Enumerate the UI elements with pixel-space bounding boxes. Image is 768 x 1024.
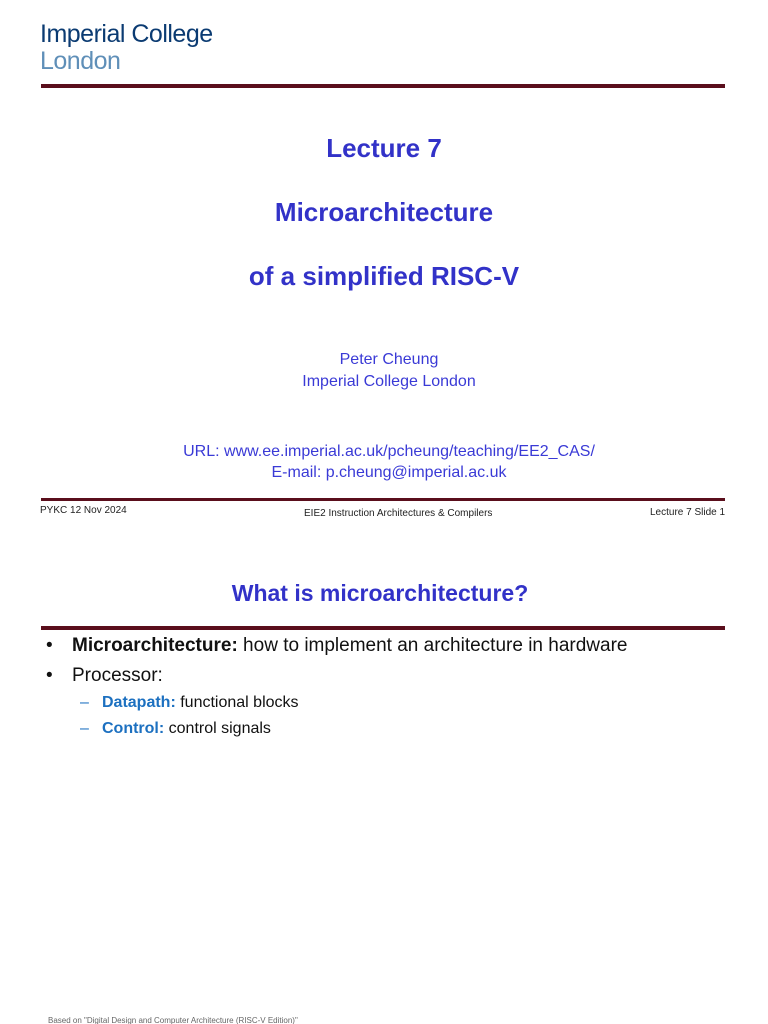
lecture-subtitle: Microarchitecture — [274, 197, 494, 227]
lecture-subtitle-2: of a simplified RISC-V — [248, 261, 520, 291]
logo-line-1: Imperial College — [40, 20, 213, 48]
slide-title: What is microarchitecture? — [231, 580, 529, 606]
dash-icon: – — [80, 720, 89, 737]
sub-bullet-term: Control: — [102, 720, 165, 737]
sub-bullet-text: functional blocks — [175, 694, 299, 711]
imperial-logo — [40, 20, 213, 74]
footer-divider — [41, 498, 725, 501]
bullet-dot: • — [46, 635, 53, 656]
footer-center: EIE2 Instruction Architectures & Compilers — [304, 508, 493, 519]
slide-title-divider — [41, 626, 725, 630]
url-link[interactable]: URL: www.ee.imperial.ac.uk/pcheung/teaching/EE2_CAS/ — [183, 443, 595, 460]
sub-bullet-item — [80, 694, 299, 712]
dash-icon: – — [80, 694, 89, 711]
footer-left: PYKC 12 Nov 2024 — [40, 505, 127, 516]
bullet-dot: • — [46, 665, 53, 686]
footer-right: Lecture 7 Slide 1 — [650, 507, 726, 518]
bullet-item — [46, 665, 163, 687]
sub-bullet-item — [80, 720, 271, 738]
lecture-title: Lecture 7 — [326, 133, 442, 163]
header-divider — [41, 84, 725, 88]
email-link[interactable]: E-mail: p.cheung@imperial.ac.uk — [271, 464, 507, 481]
bullet-term: Microarchitecture: — [72, 635, 238, 656]
sub-bullet-term: Datapath: — [102, 694, 176, 711]
logo-line-2: London — [40, 47, 121, 75]
author-institution: Imperial College London — [302, 373, 476, 390]
sub-bullet-text: control signals — [164, 720, 271, 737]
author-name: Peter Cheung — [339, 351, 439, 368]
bullet-text: how to implement an architecture in hardware — [237, 635, 628, 656]
bullet-item — [46, 635, 627, 657]
bullet-text: Processor: — [72, 665, 163, 686]
source-note: Based on "Digital Design and Computer Architecture (RISC-V Edition)" — [48, 1016, 298, 1024]
